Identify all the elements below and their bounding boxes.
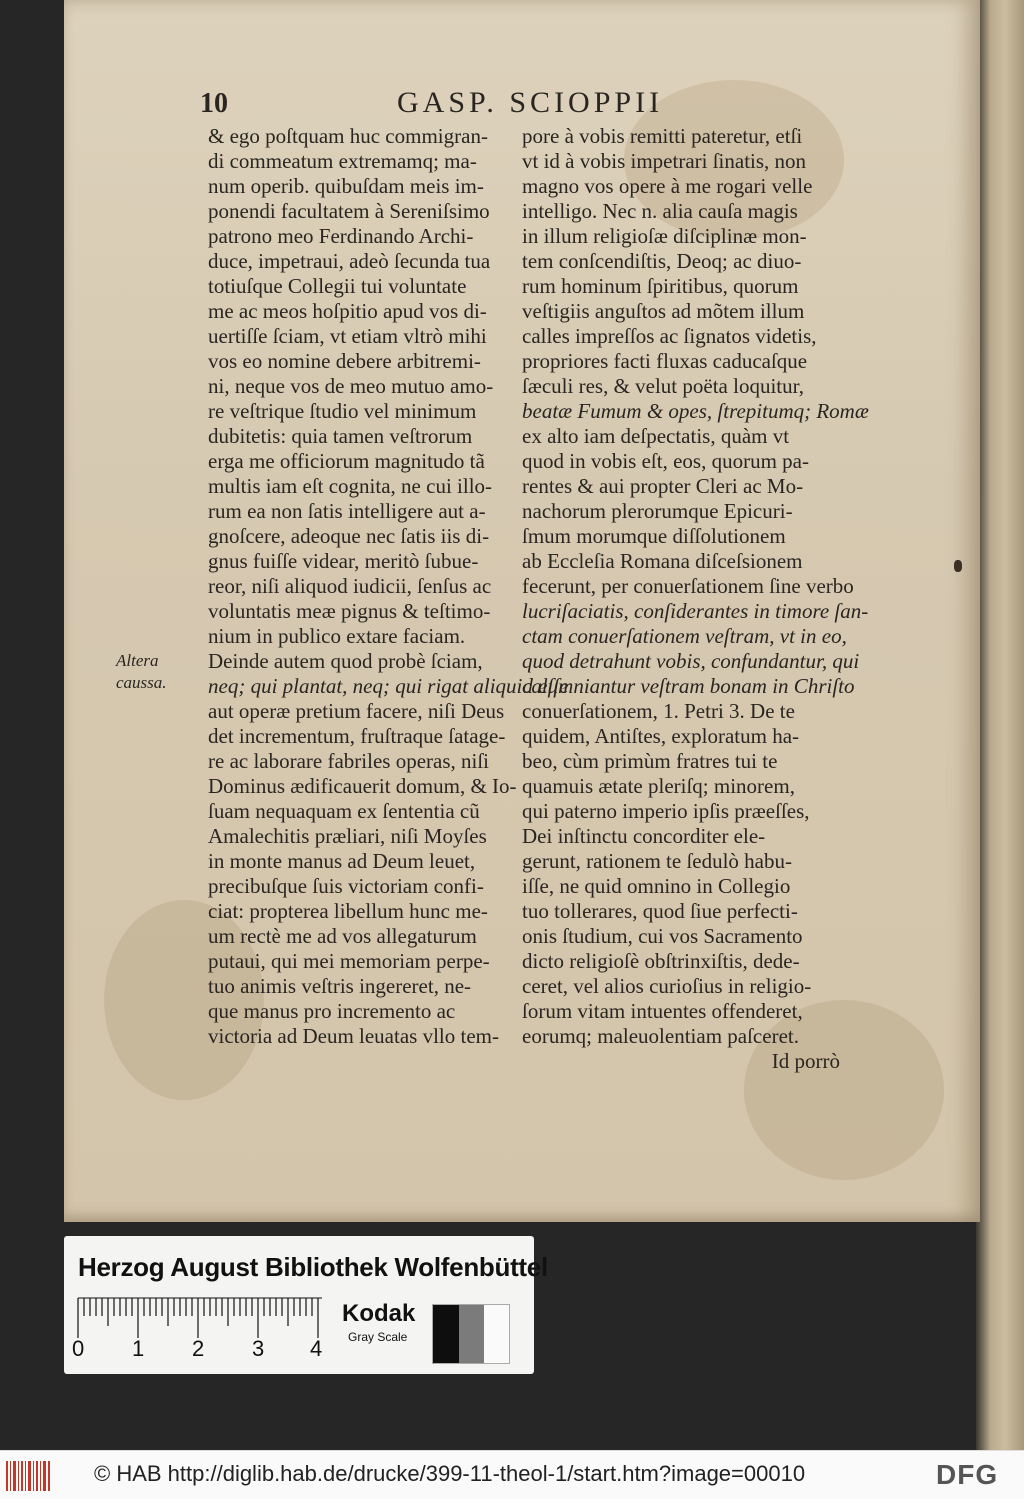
italic-run: quod detrahunt vobis, confundantur, qui bbox=[522, 649, 860, 673]
text-line: tuo animis veſtris ingereret, ne- bbox=[208, 974, 472, 998]
text-line: precibuſque ſuis victoriam confi- bbox=[208, 874, 484, 898]
text-line: erga me officiorum magnitudo tã bbox=[208, 449, 485, 473]
text-line: uertiſſe ſciam, vt etiam vltrò mihi bbox=[208, 324, 487, 348]
text-line: gnoſcere, adeoque nec ſatis iis di- bbox=[208, 524, 490, 548]
text-line-italic bbox=[208, 674, 569, 699]
text-line: rum ea non ſatis intelligere aut a- bbox=[208, 499, 486, 523]
text-line: vos eo nomine debere arbitremi- bbox=[208, 349, 481, 373]
text-line: rum hominum ſpiritibus, quorum bbox=[522, 274, 799, 298]
text-line: conuerſationem, 1. Petri 3. De te bbox=[522, 699, 795, 723]
running-head: GASP. SCIOPPII bbox=[397, 86, 664, 119]
text-line: ni, neque vos de meo mutuo amo- bbox=[208, 374, 494, 398]
text-line: que manus pro incremento ac bbox=[208, 999, 456, 1023]
card-title: Herzog August Bibliothek Wolfenbüttel bbox=[78, 1252, 548, 1282]
text-line: re ac laborare fabriles operas, niſi bbox=[208, 749, 490, 773]
text-line: in illum religioſæ diſciplinæ mon- bbox=[522, 224, 807, 248]
text-line: putaui, qui mei memoriam perpe- bbox=[208, 949, 490, 973]
text-line: calles impreſſos ac ſignatos videtis, bbox=[522, 324, 817, 348]
library-color-card bbox=[64, 1236, 548, 1374]
text-line: nachorum plerorumque Epicuri- bbox=[522, 499, 793, 523]
text-line: quod in vobis eſt, eos, quorum pa- bbox=[522, 449, 809, 473]
ruler-label: 4 bbox=[310, 1336, 323, 1361]
swatch-white bbox=[484, 1305, 509, 1363]
text-line: beo, cùm primùm fratres tui te bbox=[522, 749, 778, 773]
italic-run: beatæ Fumum & opes, ſtrepitumq; Romæ bbox=[522, 399, 869, 423]
text-line: pore à vobis remitti pateretur, etſi bbox=[522, 124, 803, 148]
text-line: ſuam nequaquam ex ſententia cũ bbox=[208, 799, 480, 823]
next-page-edge bbox=[976, 0, 1024, 1450]
text-line: Dominus ædificauerit domum, & Io- bbox=[208, 774, 517, 798]
text-line: iſſe, ne quid omnino in Collegio bbox=[522, 874, 791, 898]
text-line: quidem, Antiſtes, exploratum ha- bbox=[522, 724, 800, 748]
text-line: dicto religioſè obſtrinxiſtis, dede- bbox=[522, 949, 800, 973]
text-line: aut operæ pretium facere, niſi Deus bbox=[208, 699, 505, 723]
text-line: det incrementum, fruſtraque ſatage- bbox=[208, 724, 506, 748]
swatch-gray bbox=[459, 1305, 484, 1363]
page-number: 10 bbox=[200, 88, 228, 119]
text-line: victoria ad Deum leuatas vllo tem- bbox=[208, 1024, 499, 1048]
text-line: Dei inſtinctu concorditer ele- bbox=[522, 824, 766, 848]
text-column-right bbox=[522, 124, 869, 1074]
text-line: re veſtrique ſtudio vel minimum bbox=[208, 399, 477, 423]
text-line-italic bbox=[522, 649, 860, 674]
text-line: rentes & aui propter Cleri ac Mo- bbox=[522, 474, 804, 498]
ruler-label: 2 bbox=[192, 1336, 205, 1361]
text-line: tem conſcendiſtis, Deoq; ac diuo- bbox=[522, 249, 802, 273]
ruler-label: 0 bbox=[72, 1336, 85, 1361]
ruler-label: 3 bbox=[252, 1336, 265, 1361]
italic-run: neq; qui plantat, neq; qui rigat aliquid eſſe bbox=[208, 674, 569, 698]
ink-blot bbox=[954, 560, 962, 572]
italic-run: calumniantur veſtram bonam in Chriſto bbox=[522, 674, 855, 698]
text-line: magno vos opere à me rogari velle bbox=[522, 174, 813, 198]
page-header bbox=[192, 86, 852, 126]
text-line: ſmum morumque diſſolutionem bbox=[522, 524, 786, 548]
text-line: multis iam eſt cognita, ne cui illo- bbox=[208, 474, 493, 498]
text-line: voluntatis meæ pignus & teſtimo- bbox=[208, 599, 491, 623]
text-line: eorumq; maleuolentiam paſceret. bbox=[522, 1024, 799, 1048]
text-line: propriores facti fluxas caducaſque bbox=[522, 349, 808, 373]
text-line: patrono meo Ferdinando Archi- bbox=[208, 224, 474, 248]
text-line: ceret, vel alios curioſius in religio- bbox=[522, 974, 812, 998]
text-line: Deinde autem quod probè ſciam, bbox=[208, 649, 483, 673]
text-line: Amalechitis præliari, niſi Moyſes bbox=[208, 824, 487, 848]
gray-scale-swatch bbox=[432, 1304, 510, 1364]
text-line: di commeatum extremamq; ma- bbox=[208, 149, 477, 173]
text-line: ab Eccleſia Romana diſceſsionem bbox=[522, 549, 803, 573]
text-line: num operib. quibuſdam meis im- bbox=[208, 174, 484, 198]
text-line-italic bbox=[522, 399, 869, 424]
dfg-logo: DFG bbox=[936, 1459, 999, 1490]
text-line: tuo tollerares, quod ſiue perfecti- bbox=[522, 899, 798, 923]
text-line: ex alto iam deſpectatis, quàm vt bbox=[522, 424, 790, 448]
text-line: ciat: propterea libellum hunc me- bbox=[208, 899, 488, 923]
swatch-black bbox=[433, 1305, 459, 1363]
text-line-italic bbox=[522, 624, 847, 649]
footer-bar bbox=[0, 1450, 1024, 1499]
margin-note-line: caussa. bbox=[116, 673, 167, 692]
text-line: nium in publico extare faciam. bbox=[208, 624, 466, 648]
text-line: totiuſque Collegii tui voluntate bbox=[208, 274, 467, 298]
italic-run: ctam conuerſationem veſtram, vt in eo, bbox=[522, 624, 847, 648]
text-line: duce, impetraui, adeò ſecunda tua bbox=[208, 249, 491, 273]
text-line: onis ſtudium, cui vos Sacramento bbox=[522, 924, 803, 948]
margin-note-line: Altera bbox=[116, 651, 159, 670]
text-line: dubitetis: quia tamen veſtrorum bbox=[208, 424, 473, 448]
text-line: qui paterno imperio ipſis præeſſes, bbox=[522, 799, 810, 823]
text-line: um rectè me ad vos allegaturum bbox=[208, 924, 477, 948]
text-line: gnus fuiſſe videar, meritò ſubue- bbox=[208, 549, 479, 573]
text-line-italic bbox=[522, 674, 855, 699]
text-line: in monte manus ad Deum leuet, bbox=[208, 849, 476, 873]
text-line: reor, niſi aliquod iudicii, ſenſus ac bbox=[208, 574, 492, 598]
text-line: gerunt, rationem te ſedulò habu- bbox=[522, 849, 792, 873]
barcode-icon bbox=[6, 1461, 50, 1491]
text-line: ſorum vitam intuentes offenderet, bbox=[522, 999, 803, 1023]
kodak-subtitle: Gray Scale bbox=[348, 1330, 408, 1344]
text-line-italic bbox=[522, 599, 869, 624]
text-line: ponendi facultatem à Sereniſsimo bbox=[208, 199, 490, 223]
text-line: intelligo. Nec n. alia cauſa magis bbox=[522, 199, 798, 223]
text-line: ſæculi res, & velut poëta loquitur, bbox=[522, 374, 805, 398]
text-line: vt id à vobis impetrari ſinatis, non bbox=[522, 149, 807, 173]
margin-note bbox=[116, 650, 167, 694]
text-column-left bbox=[208, 124, 569, 1049]
text-line: fecerunt, per conuerſationem ſine verbo bbox=[522, 574, 854, 598]
text-line: veſtigiis anguſtos ad mõtem illum bbox=[522, 299, 805, 323]
italic-run: lucriſaciatis, conſiderantes in timore ſan- bbox=[522, 599, 869, 623]
text-line: quamuis ætate pleriſq; minorem, bbox=[522, 774, 795, 798]
kodak-brand: Kodak bbox=[342, 1300, 416, 1327]
catchword: Id porrò bbox=[771, 1049, 840, 1073]
footer-copyright-link[interactable]: © HAB http://diglib.hab.de/drucke/399-11-theol-1/start.htm?image=00010 bbox=[94, 1461, 806, 1486]
ruler-label: 1 bbox=[132, 1336, 145, 1361]
text-line: me ac meos hoſpitio apud vos di- bbox=[208, 299, 487, 323]
text-line: & ego poſtquam huc commigran- bbox=[208, 124, 488, 148]
